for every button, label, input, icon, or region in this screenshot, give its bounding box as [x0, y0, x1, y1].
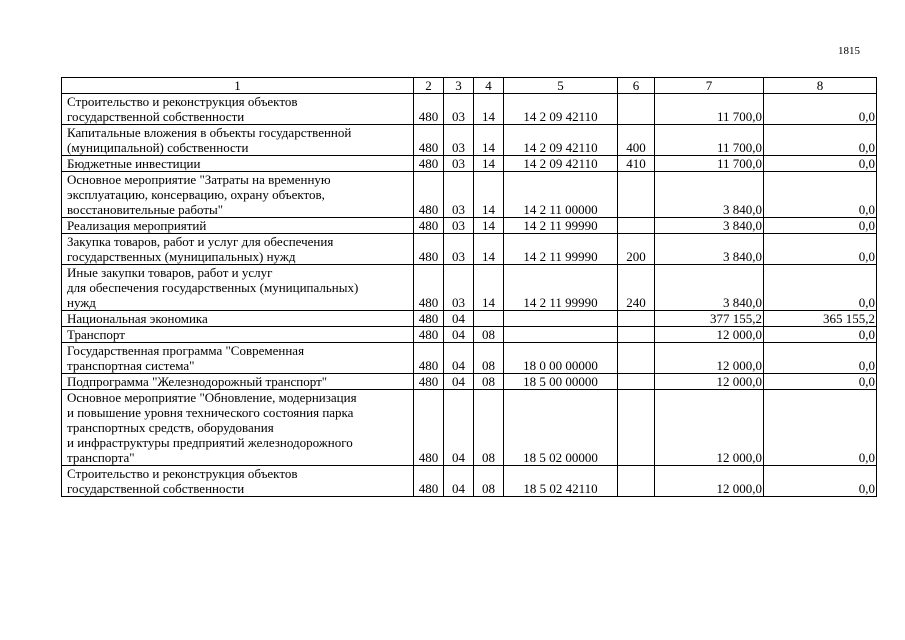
amount-next-cell: 0,0: [764, 390, 877, 466]
row-name-line: государственных (муниципальных) нужд: [67, 249, 296, 264]
amount-next-cell: 365 155,2: [764, 311, 877, 327]
table-row: [62, 374, 877, 390]
row-name-cell: [62, 125, 414, 156]
row-name-line: государственной собственности: [67, 109, 245, 124]
expense-type-cell: 200: [618, 234, 655, 265]
amount-next-cell: 0,0: [764, 218, 877, 234]
item-code-cell: 08: [474, 374, 504, 390]
row-name-line: Строительство и реконструкция объектов: [67, 94, 298, 109]
row-name-line: Подпрограмма "Железнодорожный транспорт": [67, 374, 328, 389]
target-article-cell: 14 2 11 99990: [504, 218, 618, 234]
subsection-code-cell: 03: [444, 218, 474, 234]
amount-cell: 11 700,0: [655, 156, 764, 172]
table-row: [62, 311, 877, 327]
header-cell-5: 5: [504, 78, 618, 94]
subsection-code-cell: 03: [444, 94, 474, 125]
amount-cell: 3 840,0: [655, 218, 764, 234]
table-row: [62, 218, 877, 234]
row-name-line: Бюджетные инвестиции: [67, 156, 201, 171]
header-cell-3: 3: [444, 78, 474, 94]
row-name-line: Основное мероприятие "Обновление, модернизация: [67, 390, 357, 405]
row-name-cell: [62, 374, 414, 390]
amount-next-cell: 0,0: [764, 466, 877, 497]
row-name-line: государственной собственности: [67, 481, 245, 496]
expense-type-cell: [618, 327, 655, 343]
row-name-line: транспорта": [67, 450, 135, 465]
item-code-cell: [474, 311, 504, 327]
item-code-cell: 08: [474, 466, 504, 497]
amount-cell: 12 000,0: [655, 390, 764, 466]
section-code-cell: 480: [414, 327, 444, 343]
table-row: [62, 466, 877, 497]
row-name-cell: [62, 265, 414, 311]
target-article-cell: 18 5 00 00000: [504, 374, 618, 390]
item-code-cell: 08: [474, 390, 504, 466]
item-code-cell: 14: [474, 156, 504, 172]
target-article-cell: 18 5 02 00000: [504, 390, 618, 466]
expense-type-cell: [618, 94, 655, 125]
target-article-cell: [504, 327, 618, 343]
item-code-cell: 08: [474, 343, 504, 374]
subsection-code-cell: 03: [444, 156, 474, 172]
item-code-cell: 08: [474, 327, 504, 343]
amount-cell: 12 000,0: [655, 374, 764, 390]
row-name-line: Закупка товаров, работ и услуг для обеспечения: [67, 234, 334, 249]
row-name-line: Реализация мероприятий: [67, 218, 207, 233]
row-name-line: Строительство и реконструкция объектов: [67, 466, 298, 481]
expense-type-cell: 400: [618, 125, 655, 156]
table-row: [62, 234, 877, 265]
item-code-cell: 14: [474, 265, 504, 311]
amount-next-cell: 0,0: [764, 172, 877, 218]
amount-cell: 377 155,2: [655, 311, 764, 327]
table-row: [62, 390, 877, 466]
row-name-line: и повышение уровня технического состояния парка: [67, 405, 354, 420]
amount-cell: 12 000,0: [655, 343, 764, 374]
target-article-cell: [504, 311, 618, 327]
row-name-cell: [62, 234, 414, 265]
subsection-code-cell: 03: [444, 172, 474, 218]
target-article-cell: 18 5 02 42110: [504, 466, 618, 497]
amount-cell: 3 840,0: [655, 172, 764, 218]
table-header-row: [62, 78, 877, 94]
amount-next-cell: 0,0: [764, 156, 877, 172]
section-code-cell: 480: [414, 466, 444, 497]
row-name-cell: [62, 172, 414, 218]
subsection-code-cell: 04: [444, 327, 474, 343]
target-article-cell: 14 2 09 42110: [504, 125, 618, 156]
header-cell-2: 2: [414, 78, 444, 94]
subsection-code-cell: 04: [444, 374, 474, 390]
row-name-line: Капитальные вложения в объекты государственной: [67, 125, 352, 140]
section-code-cell: 480: [414, 94, 444, 125]
amount-cell: 3 840,0: [655, 234, 764, 265]
target-article-cell: 14 2 09 42110: [504, 156, 618, 172]
amount-next-cell: 0,0: [764, 374, 877, 390]
row-name-line: (муниципальной) собственности: [67, 140, 249, 155]
row-name-line: восстановительные работы": [67, 202, 224, 217]
row-name-line: транспортная система": [67, 358, 195, 373]
row-name-line: Государственная программа "Современная: [67, 343, 305, 358]
row-name-cell: [62, 156, 414, 172]
row-name-cell: [62, 94, 414, 125]
amount-cell: 12 000,0: [655, 466, 764, 497]
amount-next-cell: 0,0: [764, 125, 877, 156]
row-name-line: для обеспечения государственных (муниципальных): [67, 280, 359, 295]
row-name-cell: [62, 343, 414, 374]
item-code-cell: 14: [474, 125, 504, 156]
section-code-cell: 480: [414, 343, 444, 374]
target-article-cell: 14 2 11 99990: [504, 265, 618, 311]
section-code-cell: 480: [414, 390, 444, 466]
subsection-code-cell: 04: [444, 390, 474, 466]
row-name-line: и инфраструктуры предприятий железнодорожного: [67, 435, 353, 450]
row-name-line: Национальная экономика: [67, 311, 208, 326]
page-number: 1815: [838, 45, 860, 57]
header-cell-4: 4: [474, 78, 504, 94]
row-name-cell: [62, 327, 414, 343]
item-code-cell: 14: [474, 234, 504, 265]
subsection-code-cell: 04: [444, 466, 474, 497]
section-code-cell: 480: [414, 172, 444, 218]
target-article-cell: 14 2 11 00000: [504, 172, 618, 218]
header-cell-7: 7: [655, 78, 764, 94]
expense-type-cell: 240: [618, 265, 655, 311]
subsection-code-cell: 03: [444, 125, 474, 156]
row-name-cell: [62, 311, 414, 327]
table-row: [62, 94, 877, 125]
item-code-cell: 14: [474, 218, 504, 234]
table-row: [62, 265, 877, 311]
row-name-cell: [62, 390, 414, 466]
row-name-cell: [62, 218, 414, 234]
subsection-code-cell: 04: [444, 343, 474, 374]
row-name-line: Транспорт: [67, 327, 125, 342]
target-article-cell: 18 0 00 00000: [504, 343, 618, 374]
table-row: [62, 156, 877, 172]
item-code-cell: 14: [474, 172, 504, 218]
table-row: [62, 125, 877, 156]
amount-cell: 11 700,0: [655, 125, 764, 156]
item-code-cell: 14: [474, 94, 504, 125]
subsection-code-cell: 03: [444, 265, 474, 311]
section-code-cell: 480: [414, 234, 444, 265]
expense-type-cell: [618, 311, 655, 327]
section-code-cell: 480: [414, 125, 444, 156]
header-cell-1: 1: [62, 78, 414, 94]
section-code-cell: 480: [414, 218, 444, 234]
amount-next-cell: 0,0: [764, 234, 877, 265]
budget-table: [61, 77, 877, 497]
amount-next-cell: 0,0: [764, 327, 877, 343]
row-name-line: Основное мероприятие "Затраты на временную: [67, 172, 331, 187]
expense-type-cell: [618, 343, 655, 374]
amount-cell: 11 700,0: [655, 94, 764, 125]
section-code-cell: 480: [414, 311, 444, 327]
table-row: [62, 172, 877, 218]
section-code-cell: 480: [414, 265, 444, 311]
amount-cell: 12 000,0: [655, 327, 764, 343]
expense-type-cell: [618, 374, 655, 390]
section-code-cell: 480: [414, 156, 444, 172]
row-name-line: Иные закупки товаров, работ и услуг: [67, 265, 273, 280]
expense-type-cell: 410: [618, 156, 655, 172]
amount-next-cell: 0,0: [764, 265, 877, 311]
header-cell-6: 6: [618, 78, 655, 94]
expense-type-cell: [618, 390, 655, 466]
header-cell-8: 8: [764, 78, 877, 94]
target-article-cell: 14 2 09 42110: [504, 94, 618, 125]
row-name-cell: [62, 466, 414, 497]
amount-cell: 3 840,0: [655, 265, 764, 311]
table-row: [62, 343, 877, 374]
expense-type-cell: [618, 218, 655, 234]
subsection-code-cell: 03: [444, 234, 474, 265]
amount-next-cell: 0,0: [764, 94, 877, 125]
expense-type-cell: [618, 466, 655, 497]
section-code-cell: 480: [414, 374, 444, 390]
subsection-code-cell: 04: [444, 311, 474, 327]
table-row: [62, 327, 877, 343]
row-name-line: нужд: [67, 295, 96, 310]
target-article-cell: 14 2 11 99990: [504, 234, 618, 265]
amount-next-cell: 0,0: [764, 343, 877, 374]
row-name-line: эксплуатацию, консервацию, охрану объектов,: [67, 187, 325, 202]
row-name-line: транспортных средств, оборудования: [67, 420, 274, 435]
expense-type-cell: [618, 172, 655, 218]
